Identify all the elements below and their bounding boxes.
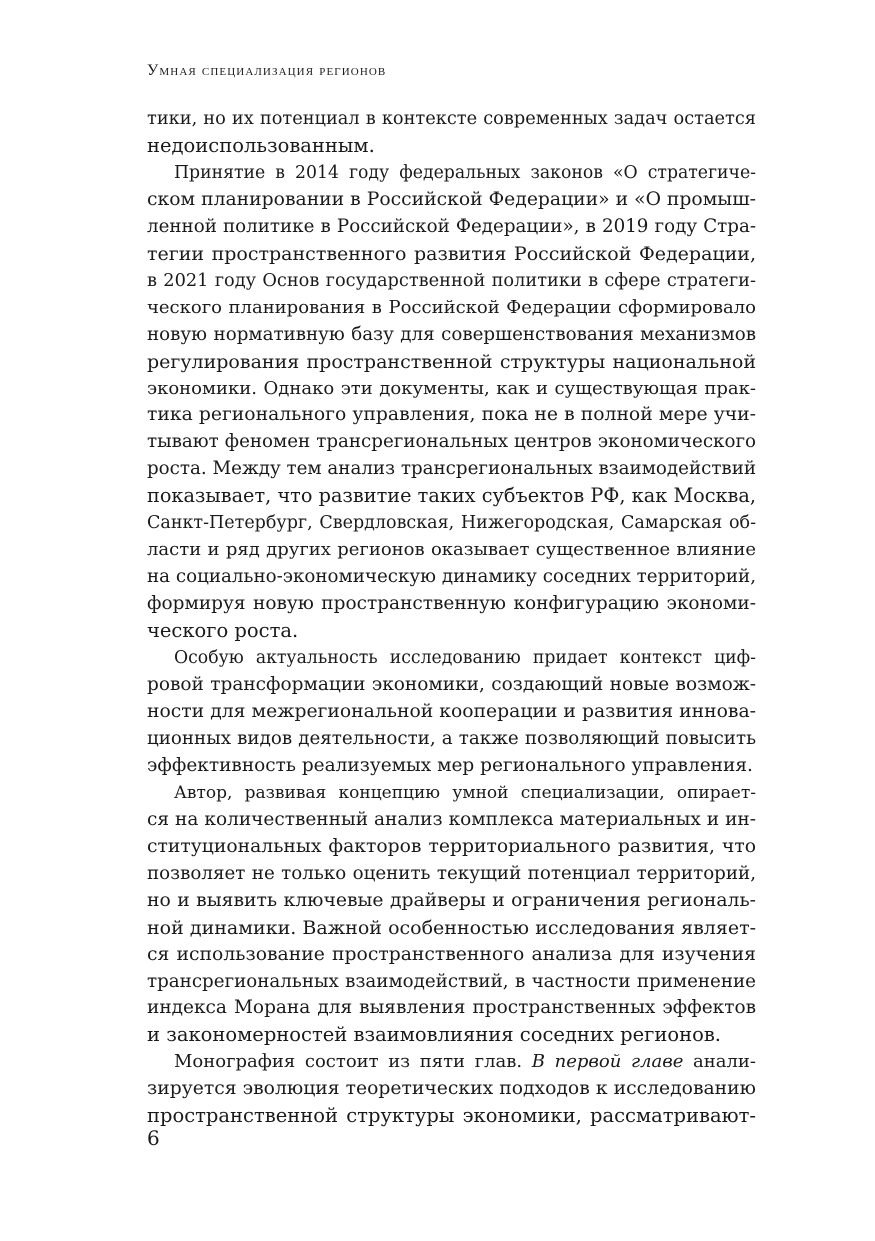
text-line: но и выявить ключевые драйверы и ограничения региональ- bbox=[147, 889, 756, 911]
page-number: 6 bbox=[147, 1126, 160, 1150]
text-line: трансрегиональных взаимодействий, в частности применение bbox=[147, 970, 756, 992]
text-line: ся использование пространственного анализа для изучения bbox=[147, 943, 756, 965]
text-line: ровой трансформации экономики, создающий новые возмож- bbox=[147, 674, 756, 696]
body-text bbox=[147, 106, 756, 1130]
text-line: регулирования пространственной структуры национальной bbox=[147, 350, 756, 373]
text-line: ности для межрегиональной кооперации и развития иннова- bbox=[147, 700, 756, 722]
text-segment: Монография состоит из пяти глав. bbox=[174, 1051, 532, 1073]
text-line: роста. Между тем анализ трансрегиональных взаимодействий bbox=[147, 458, 757, 480]
text-line: ласти и ряд других регионов оказывает существенное влияние bbox=[147, 539, 756, 561]
text-line: ституциональных факторов территориального развития, что bbox=[147, 835, 756, 857]
paragraph bbox=[147, 1049, 756, 1130]
text-segment: анали- bbox=[683, 1051, 756, 1073]
text-line: ском планировании в Российской Федерации» и «О промыш- bbox=[147, 188, 756, 210]
text-line: тывают феномен трансрегиональных центров экономического bbox=[147, 431, 756, 453]
text-line: показывает, что развитие таких субъектов РФ, как Москва, bbox=[147, 484, 756, 508]
text-line: тегии пространственного развития Российской Федерации, bbox=[147, 242, 756, 265]
text-line: Санкт-Петербург, Свердловская, Нижегородская, Самарская об- bbox=[147, 513, 756, 534]
text-line: формируя новую пространственную конфигурацию экономи- bbox=[147, 593, 756, 615]
text-line: Автор, развивая концепцию умной специализации, опирает- bbox=[174, 782, 756, 803]
text-line: ческого роста. bbox=[147, 619, 299, 643]
text-line: в 2021 году Основ государственной политики в сфере стратеги- bbox=[147, 270, 756, 291]
text-line: ной динамики. Важной особенностью исследования являет- bbox=[147, 916, 756, 939]
text-line: и закономерностей взаимовлияния соседних регионов. bbox=[147, 1023, 722, 1047]
chapter-reference-italic: В первой главе bbox=[531, 1051, 684, 1073]
running-head: Умная специализация регионов bbox=[147, 62, 387, 79]
text-line: Принятие в 2014 году федеральных законов «О стратегиче- bbox=[174, 162, 756, 183]
text-line: пространственной структуры экономики, рассматривают- bbox=[147, 1104, 756, 1128]
text-line: зируется эволюция теоретических подходов к исследованию bbox=[147, 1078, 756, 1100]
text-line: Особую актуальность исследованию придает контекст циф- bbox=[174, 648, 756, 669]
text-line: ся на количественный анализ комплекса материальных и ин- bbox=[147, 808, 756, 830]
text-line: экономики. Однако эти документы, как и существующая прак- bbox=[147, 377, 756, 399]
text-line: тика регионального управления, пока не в полной мере учи- bbox=[147, 404, 756, 426]
text-line: новую нормативную базу для совершенствования механизмов bbox=[147, 323, 756, 345]
text-line: индекса Морана для выявления пространственных эффектов bbox=[147, 997, 756, 1019]
paragraph bbox=[147, 645, 756, 780]
text-line: позволяет не только оценить текущий потенциал территорий, bbox=[147, 862, 756, 884]
text-line: ленной политике в Российской Федерации», в 2019 году Стра- bbox=[147, 215, 756, 237]
text-line: недоиспользованным. bbox=[147, 133, 375, 157]
text-line: тики, но их потенциал в контексте современных задач остается bbox=[147, 109, 756, 129]
paragraph bbox=[147, 780, 756, 1050]
text-line: ческого планирования в Российской Федерации сформировало bbox=[147, 296, 756, 318]
text-line: на социально-экономическую динамику соседних территорий, bbox=[147, 566, 756, 588]
text-line bbox=[147, 1049, 756, 1076]
paragraph bbox=[147, 106, 756, 160]
text-line: эффективность реализуемых мер регионального управления. bbox=[147, 754, 753, 776]
text-line: ционных видов деятельности, а также позволяющий повысить bbox=[147, 727, 756, 749]
paragraph bbox=[147, 160, 756, 645]
